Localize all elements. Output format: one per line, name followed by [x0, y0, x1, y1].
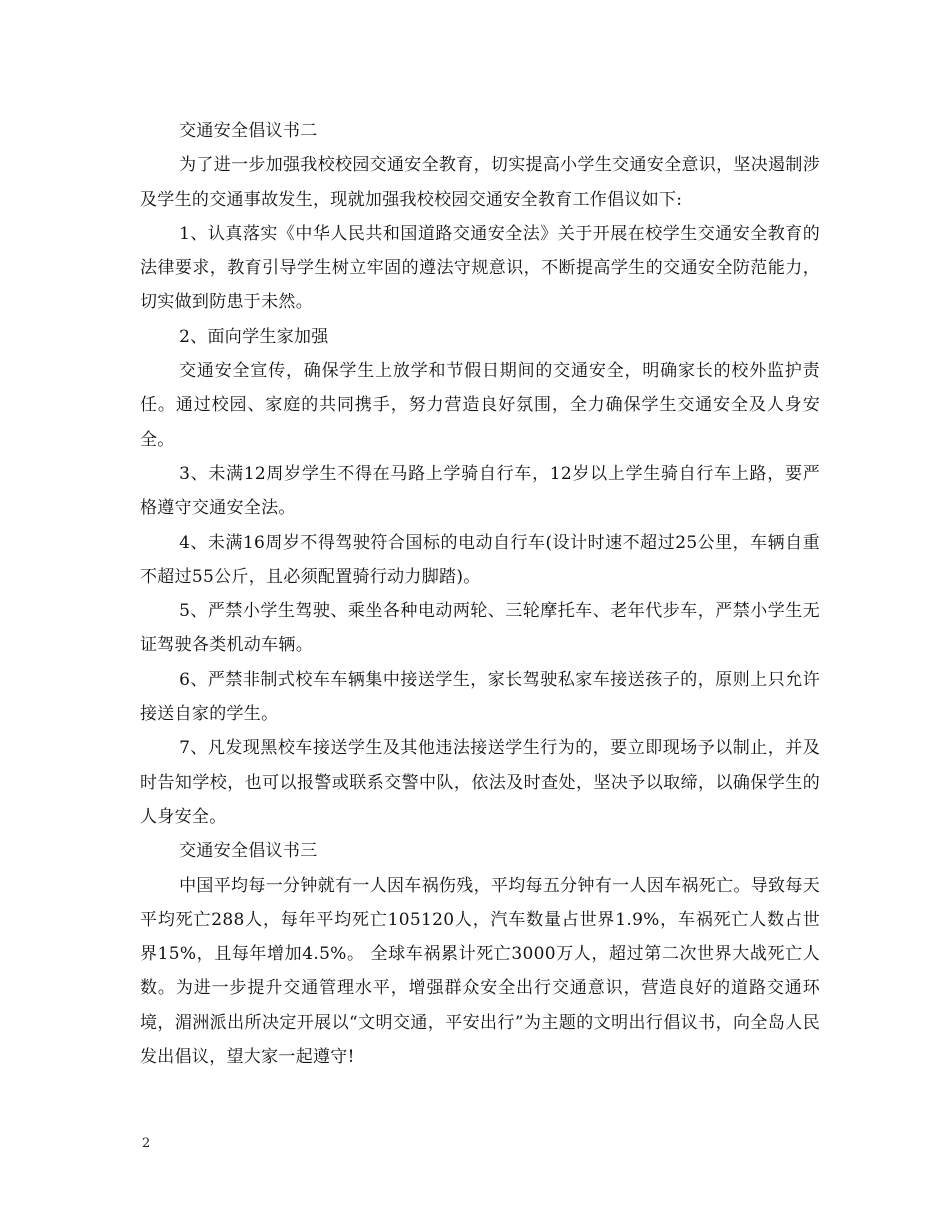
section-heading-2: 交通安全倡议书二 [179, 121, 318, 141]
page-number: 2 [142, 1136, 151, 1151]
item-1-paragraph: 1、认真落实《中华人民共和国道路交通安全法》关于开展在校学生交通安全教育的法律要求，教育引导学生树立牢固的遵法守规意识，不断提高学生的交通安全防范能力，切实做到防患于未然。 [140, 223, 820, 313]
item-3-paragraph: 3、未满12周岁学生不得在马路上学骑自行车，12岁以上学生骑自行车上路，要严格遵守交通安全法。 [140, 463, 820, 519]
item-4-paragraph: 4、未满16周岁不得驾驶符合国标的电动自行车(设计时速不超过25公里，车辆自重不超过55公斤，且必须配置骑行动力脚踏)。 [140, 532, 820, 587]
item-2-heading: 2、面向学生家加强 [179, 326, 329, 347]
statistics-paragraph: 中国平均每一分钟就有一人因车祸伤残，平均每五分钟有一人因车祸死亡。导致每天平均死亡288人，每年平均死亡105120人，汽车数量占世界1.9%，车祸死亡人数占世界15%，且每年增加4.5%。 全球车祸累计死亡3000万人，超过第二次世界大战死亡人数。为进一步提升交通管理水平，增强群众安全出行交通意识，营造良好的道路交通环境，湄洲派出所决定开展以“文明交通，平安出行”为主题的文明出行倡议书，向全岛人民发出倡议，望大家一起遵守! [140, 875, 820, 1068]
document-body [140, 114, 820, 1074]
item-7-paragraph: 7、凡发现黑校车接送学生及其他违法接送学生行为的，要立即现场予以制止，并及时告知学校，也可以报警或联系交警中队，依法及时查处，坚决予以取缔，以确保学生的人身安全。 [140, 738, 820, 827]
item-2-paragraph: 交通安全宣传，确保学生上放学和节假日期间的交通安全，明确家长的校外监护责任。通过校园、家庭的共同携手，努力营造良好氛围，全力确保学生交通安全及人身安全。 [140, 361, 820, 450]
item-5-paragraph: 5、严禁小学生驾驶、乘坐各种电动两轮、三轮摩托车、老年代步车，严禁小学生无证驾驶各类机动车辆。 [140, 601, 820, 656]
intro-paragraph: 为了进一步加强我校校园交通安全教育，切实提高小学生交通安全意识，坚决遏制涉及学生的交通事故发生，现就加强我校校园交通安全教育工作倡议如下: [140, 155, 820, 210]
item-6-paragraph: 6、严禁非制式校车车辆集中接送学生，家长驾驶私家车接送孩子的，原则上只允许接送自家的学生。 [140, 669, 820, 725]
section-heading-3: 交通安全倡议书三 [179, 841, 318, 862]
